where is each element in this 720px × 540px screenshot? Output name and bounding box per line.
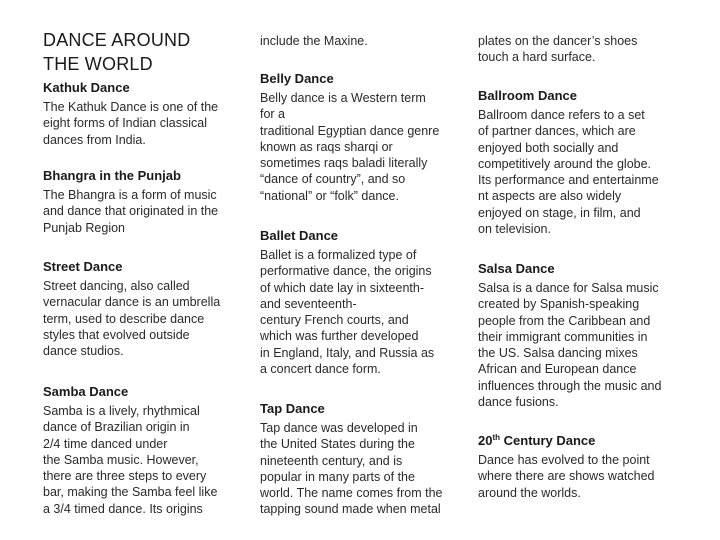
section-kathuk bbox=[43, 80, 238, 148]
body-line: sometimes raqs baladi literally bbox=[260, 156, 428, 171]
body-line: styles that evolved outside bbox=[43, 327, 190, 342]
body-line: dance studios. bbox=[43, 344, 124, 359]
body-line: dance fusions. bbox=[478, 395, 559, 410]
section-tap bbox=[260, 401, 465, 518]
body-line: tapping sound made when metal bbox=[260, 502, 441, 517]
body-line: influences through the music and bbox=[478, 378, 662, 393]
body-line: their immigrant communities in bbox=[478, 329, 648, 344]
body-line: Ballet is a formalized type of bbox=[260, 248, 417, 262]
body-line: there are three steps to every bbox=[43, 469, 207, 484]
body-line: nineteenth century, and is bbox=[260, 453, 403, 468]
body-line: “dance of country”, and so bbox=[260, 172, 406, 187]
section-heading bbox=[478, 433, 684, 449]
section-body bbox=[478, 33, 684, 66]
body-line: 2/4 time danced under bbox=[43, 436, 168, 451]
section-belly bbox=[260, 71, 465, 204]
body-line: Ballroom dance refers to a set bbox=[478, 108, 645, 122]
body-line: bar, making the Samba feel like bbox=[43, 485, 218, 500]
section-body bbox=[260, 247, 465, 377]
body-line: and seventeenth- bbox=[260, 296, 357, 311]
body-line: people from the Caribbean and bbox=[478, 313, 651, 328]
body-line: competitively around the globe. bbox=[478, 156, 652, 171]
section-body bbox=[478, 280, 684, 410]
section-ballet bbox=[260, 228, 465, 377]
page-title bbox=[43, 28, 243, 76]
body-line: include the Maxine. bbox=[260, 34, 368, 48]
section-heading: Salsa Dance bbox=[478, 261, 555, 276]
body-line: for a bbox=[260, 107, 286, 122]
body-line: of which date lay in sixteenth- bbox=[260, 280, 424, 295]
body-line: enjoyed on stage, in film, and bbox=[478, 205, 641, 220]
body-line: Its performance and entertainme bbox=[478, 173, 659, 188]
body-line: where there are shows watched bbox=[478, 469, 655, 484]
section-street bbox=[43, 259, 238, 359]
body-line: created by Spanish-speaking bbox=[478, 297, 640, 312]
body-line: Punjab Region bbox=[43, 220, 126, 235]
heading-ordinal-suffix: th bbox=[492, 433, 501, 442]
heading-text: Century Dance bbox=[500, 433, 596, 448]
section-salsa bbox=[478, 261, 684, 410]
section-body bbox=[260, 420, 465, 518]
section-tap-continued bbox=[478, 33, 684, 66]
body-line: around the worlds. bbox=[478, 485, 581, 500]
section-heading: Ballet Dance bbox=[260, 228, 339, 243]
body-line: Street dancing, also called bbox=[43, 279, 190, 293]
body-line: in England, Italy, and Russia as bbox=[260, 345, 435, 360]
section-bhangra bbox=[43, 168, 238, 236]
section-heading: Samba Dance bbox=[43, 384, 129, 399]
body-line: popular in many parts of the bbox=[260, 469, 415, 484]
section-heading: Tap Dance bbox=[260, 401, 325, 416]
body-line: vernacular dance is an umbrella bbox=[43, 295, 221, 310]
section-heading: Ballroom Dance bbox=[478, 88, 577, 103]
section-heading: Street Dance bbox=[43, 259, 123, 274]
body-line: Tap dance was developed in bbox=[260, 421, 418, 435]
section-heading: Kathuk Dance bbox=[43, 80, 130, 95]
body-line: and dance that originated in the bbox=[43, 204, 219, 219]
heading-number: 20 bbox=[478, 433, 493, 448]
body-line: century French courts, and bbox=[260, 313, 409, 328]
body-line: performative dance, the origins bbox=[260, 264, 432, 279]
page-title-line: DANCE AROUND bbox=[43, 30, 191, 50]
body-line: dances from India. bbox=[43, 132, 146, 147]
body-line: a concert dance form. bbox=[260, 362, 381, 377]
section-body bbox=[260, 33, 465, 49]
body-line: of partner dances, which are bbox=[478, 124, 636, 139]
body-line: Salsa is a dance for Salsa music bbox=[478, 281, 659, 295]
body-line: The Kathuk Dance is one of the bbox=[43, 100, 219, 114]
section-body bbox=[43, 278, 238, 359]
page-title-line: THE WORLD bbox=[43, 54, 153, 74]
body-line: African and European dance bbox=[478, 362, 637, 377]
body-line: the US. Salsa dancing mixes bbox=[478, 346, 638, 361]
body-line: traditional Egyptian dance genre bbox=[260, 123, 440, 138]
body-line: eight forms of Indian classical bbox=[43, 116, 207, 131]
body-line: plates on the dancer’s shoes bbox=[478, 34, 638, 48]
section-heading: Bhangra in the Punjab bbox=[43, 168, 181, 183]
body-line: known as raqs sharqi or bbox=[260, 139, 393, 154]
section-body bbox=[478, 107, 684, 237]
section-body bbox=[43, 99, 238, 148]
section-body bbox=[43, 187, 238, 236]
body-line: which was further developed bbox=[260, 329, 419, 344]
body-line: Belly dance is a Western term bbox=[260, 91, 426, 105]
body-line: touch a hard surface. bbox=[478, 50, 596, 65]
section-samba bbox=[43, 384, 238, 517]
section-samba-continued bbox=[260, 33, 465, 49]
body-line: on television. bbox=[478, 222, 551, 237]
body-line: the Samba music. However, bbox=[43, 452, 199, 467]
body-line: a 3/4 timed dance. Its origins bbox=[43, 501, 203, 516]
body-line: The Bhangra is a form of music bbox=[43, 188, 217, 202]
body-line: term, used to describe dance bbox=[43, 311, 205, 326]
section-heading: Belly Dance bbox=[260, 71, 334, 86]
body-line: the United States during the bbox=[260, 437, 415, 452]
body-line: Dance has evolved to the point bbox=[478, 453, 650, 467]
body-line: dance of Brazilian origin in bbox=[43, 420, 190, 435]
section-body bbox=[43, 403, 238, 517]
body-line: Samba is a lively, rhythmical bbox=[43, 404, 200, 418]
body-line: nt aspects are also widely bbox=[478, 189, 622, 204]
section-20th-century bbox=[478, 433, 684, 501]
section-body bbox=[260, 90, 465, 204]
body-line: “national” or “folk” dance. bbox=[260, 188, 399, 203]
body-line: enjoyed both socially and bbox=[478, 140, 619, 155]
section-body bbox=[478, 452, 684, 501]
section-ballroom bbox=[478, 88, 684, 237]
body-line: world. The name comes from the bbox=[260, 486, 443, 501]
